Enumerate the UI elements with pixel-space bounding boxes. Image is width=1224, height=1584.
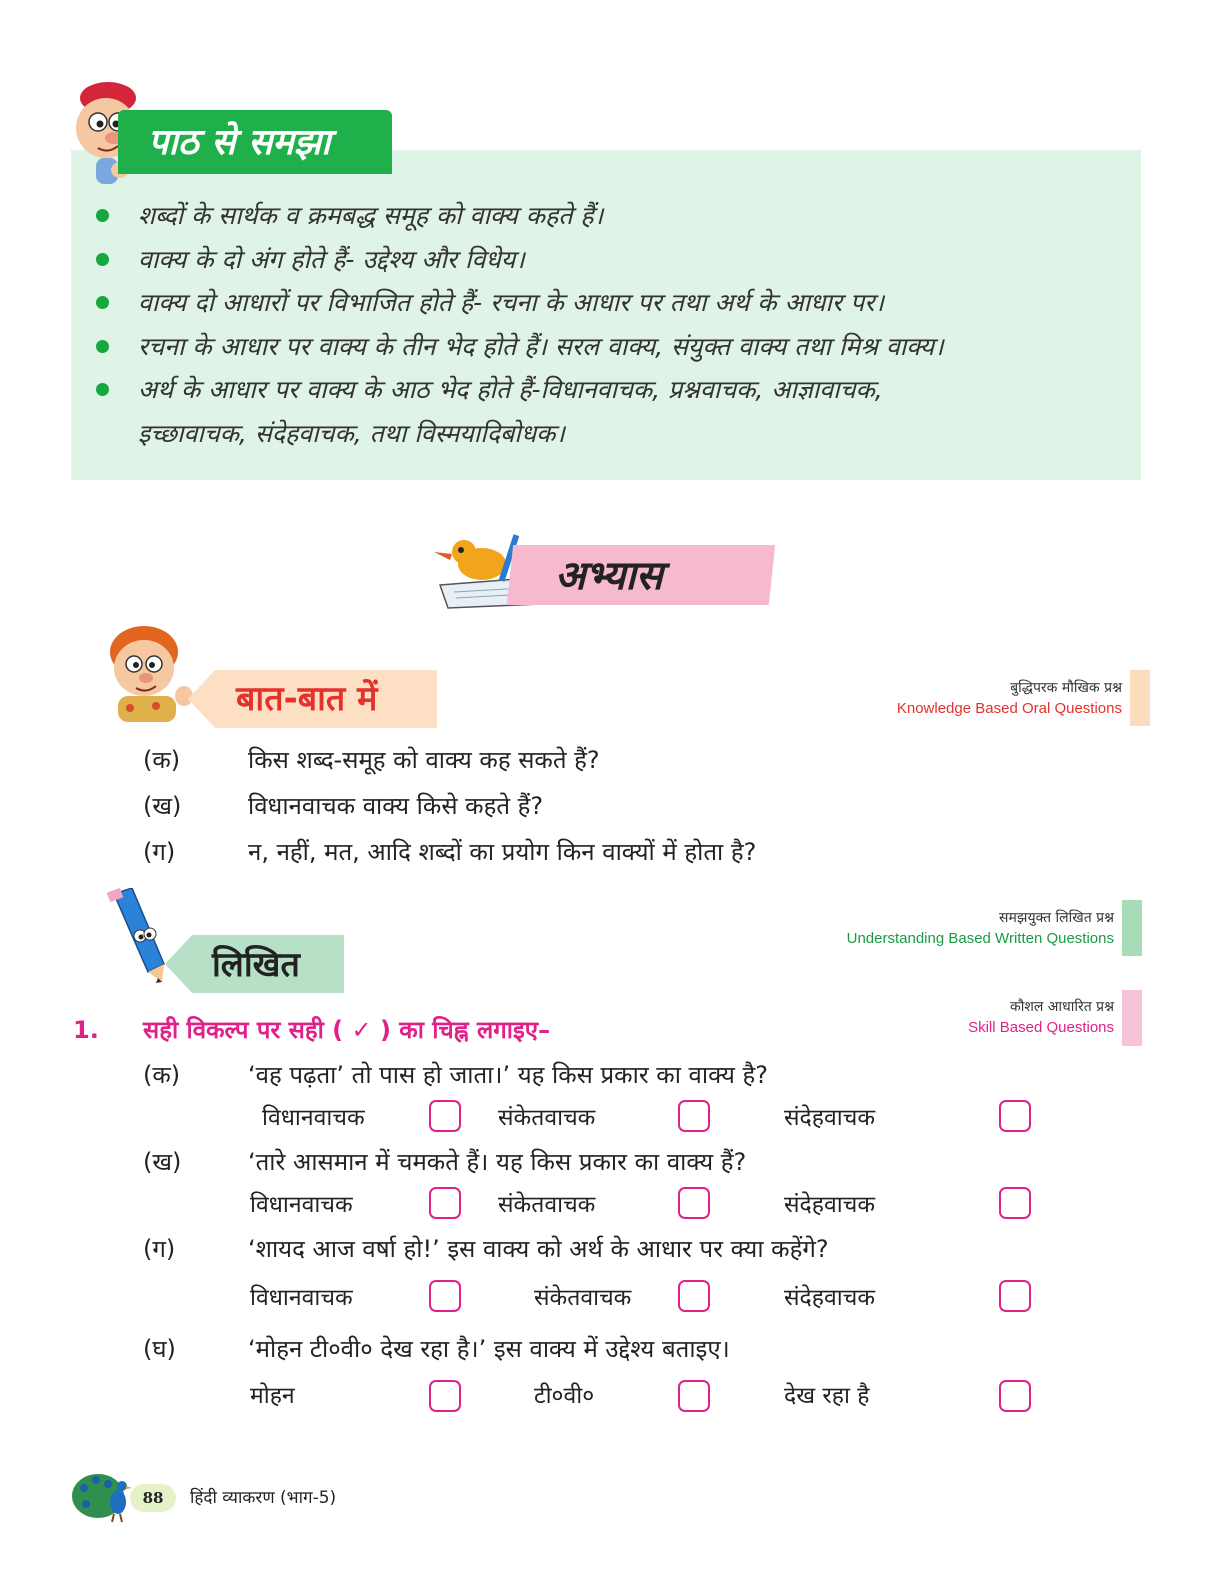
oral-tag: बुद्धिपरक मौखिक प्रश्न Knowledge Based Oral Questions [896, 680, 1122, 717]
written-tag-skill: कौशल आधारित प्रश्न Skill Based Questions [968, 999, 1114, 1036]
option-label: संदेहवाचक [784, 1285, 875, 1311]
list-item: वाक्य के दो अंग होते हैं- उद्देश्य और विधेय। [90, 238, 1130, 282]
bullet-icon [96, 340, 109, 353]
written-tag1-bar [1122, 900, 1142, 956]
option-label: संकेतवाचक [498, 1192, 596, 1218]
option-label: विधानवाचक [262, 1105, 365, 1131]
bullet-icon [96, 209, 109, 222]
pencil-illustration [92, 888, 172, 984]
option-label: विधानवाचक [250, 1285, 353, 1311]
list-item-continuation: इच्छावाचक, संदेहवाचक, तथा विस्मयादिबोधक। [138, 418, 565, 448]
option-checkbox[interactable] [999, 1280, 1031, 1312]
oral-title: बात-बात में [236, 679, 378, 719]
oral-question: (क) किस शब्द-समूह को वाक्य कह सकते हैं? [143, 746, 600, 774]
mcq-question: (क) ‘वह पढ़ता’ तो पास हो जाता।’ यह किस प्रकार का वाक्य है? [143, 1061, 768, 1089]
written-tab-arrow [165, 935, 192, 993]
mcq-question: (ग) ‘शायद आज वर्षा हो!’ इस वाक्य को अर्थ के आधार पर क्या कहेंगे? [143, 1235, 829, 1263]
summary-title: पाठ से समझा [118, 110, 392, 174]
list-item: अर्थ के आधार पर वाक्य के आठ भेद होते हैं-विधानवाचक, प्रश्नवाचक, आज्ञावाचक, [90, 368, 1130, 412]
list-item: शब्दों के सार्थक व क्रमबद्ध समूह को वाक्य कहते हैं। [90, 194, 1130, 238]
bullet-icon [96, 296, 109, 309]
option-label: देख रहा है [784, 1383, 870, 1409]
option-checkbox[interactable] [678, 1187, 710, 1219]
list-item: रचना के आधार पर वाक्य के तीन भेद होते हैं। सरल वाक्य, संयुक्त वाक्य तथा मिश्र वाक्य। [90, 325, 1130, 369]
option-checkbox[interactable] [429, 1187, 461, 1219]
oral-tab-arrow [188, 670, 215, 728]
question-instruction: सही विकल्प पर सही ( ✓ ) का चिह्न लगाइए– [143, 1016, 551, 1044]
option-checkbox[interactable] [429, 1100, 461, 1132]
option-checkbox[interactable] [429, 1280, 461, 1312]
option-checkbox[interactable] [999, 1187, 1031, 1219]
abhyas-title: अभ्यास [555, 552, 663, 599]
option-checkbox[interactable] [678, 1100, 710, 1132]
option-checkbox[interactable] [999, 1100, 1031, 1132]
written-tag-understanding: समझयुक्त लिखित प्रश्न Understanding Based Written Questions [846, 910, 1114, 947]
boy-waving-illustration [100, 622, 200, 722]
option-label: संकेतवाचक [534, 1285, 632, 1311]
option-checkbox[interactable] [678, 1380, 710, 1412]
written-title: लिखित [212, 945, 300, 985]
page-number: 88 [130, 1484, 176, 1512]
mcq-question: (घ) ‘मोहन टी०वी० देख रहा है।’ इस वाक्य में उद्देश्य बताइए। [143, 1335, 730, 1363]
option-label: संकेतवाचक [498, 1105, 596, 1131]
oral-question: (ख) विधानवाचक वाक्य किसे कहते हैं? [143, 792, 544, 820]
book-title: हिंदी व्याकरण (भाग-5) [190, 1488, 337, 1508]
option-label: मोहन [250, 1383, 295, 1409]
option-label: संदेहवाचक [784, 1105, 875, 1131]
summary-list [90, 194, 1130, 455]
option-checkbox[interactable] [999, 1380, 1031, 1412]
oral-question: (ग) न, नहीं, मत, आदि शब्दों का प्रयोग किन वाक्यों में होता है? [143, 838, 757, 866]
option-label: संदेहवाचक [784, 1192, 875, 1218]
bullet-icon [96, 253, 109, 266]
written-tag2-bar [1122, 990, 1142, 1046]
option-checkbox[interactable] [429, 1380, 461, 1412]
oral-tag-bar [1130, 670, 1150, 726]
mcq-question: (ख) ‘तारे आसमान में चमकते हैं। यह किस प्रकार का वाक्य हैं? [143, 1148, 747, 1176]
bullet-icon [96, 383, 109, 396]
peacock-icon [70, 1462, 136, 1524]
option-label: टी०वी० [534, 1383, 595, 1409]
option-label: विधानवाचक [250, 1192, 353, 1218]
list-item: वाक्य दो आधारों पर विभाजित होते हैं- रचना के आधार पर तथा अर्थ के आधार पर। [90, 281, 1130, 325]
option-checkbox[interactable] [678, 1280, 710, 1312]
question-number: 1. [73, 1016, 99, 1044]
